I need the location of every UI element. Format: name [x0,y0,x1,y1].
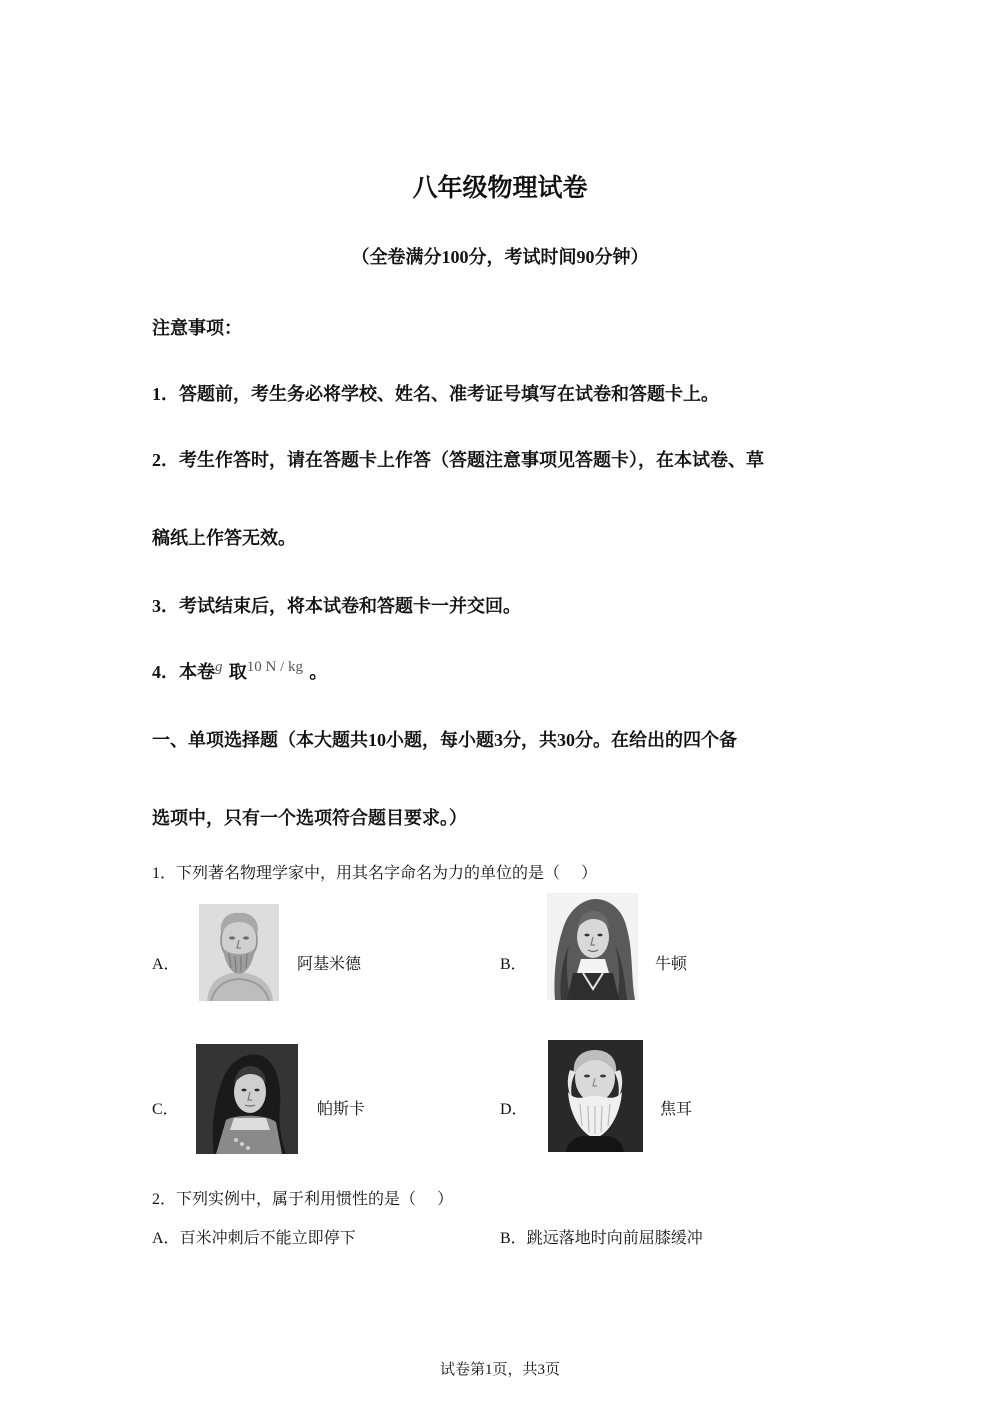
option-d-label: 焦耳 [660,1099,693,1118]
exam-info-post: 分钟） [594,247,649,268]
notice-item-2-line1: 考生作答时，请在答题卡上作答（答题注意事项见答题卡），在本试卷、草 [179,450,764,471]
option-d-letter: D． [500,1101,528,1118]
joule-portrait-icon [548,1040,643,1152]
page-footer [0,1358,1000,1379]
notice-item-4-post: 。 [309,662,328,683]
option-b-letter: B． [500,956,527,973]
question-2-option-b-label: 跳远落地时向前屈膝缓冲 [526,1228,703,1247]
question-2-text: 下列实例中，属于利用惯性的是（ ） [176,1189,454,1208]
section-heading-line2: 选项中，只有一个选项符合题目要求。） [152,808,467,829]
footer-pre: 试卷第 [439,1360,485,1378]
notice-item-3-number: 3． [152,596,179,616]
option-c-label: 帕斯卡 [317,1099,366,1118]
notice-item-3-text: 考试结束后，将本试卷和答题卡一并交回。 [179,596,521,617]
notice-item-1 [152,380,719,406]
page-title: 八年级物理试卷 [412,173,588,202]
section-heading [152,726,737,752]
gravity-value: 10 N / kg [246,659,304,675]
question-2-option-b [500,1225,703,1248]
notice-item-2-line2: 稿纸上作答无效。 [152,528,296,549]
newton-portrait-icon [547,893,638,1000]
total-pages: 3 [537,1362,545,1378]
exam-info-mid: 分，考试时间 [468,247,577,268]
current-page: 1 [484,1362,493,1378]
question-2-number: 2． [152,1191,177,1208]
notice-heading: 注意事项： [152,318,242,339]
exam-info [0,243,1000,269]
question-2 [152,1186,453,1209]
notice-item-4-pre: 本卷 [179,662,215,683]
footer-post: 页 [545,1360,561,1378]
points-total: 30 [557,730,575,750]
question-2-option-a [152,1225,356,1248]
question-1-text: 下列著名物理学家中，用其名字命名为力的单位的是（ ） [176,863,598,882]
exam-time: 90 [576,247,595,267]
notice-item-2 [152,446,764,472]
question-1 [152,860,597,883]
question-2-option-b-letter: B． [500,1230,527,1247]
full-score: 100 [441,247,469,267]
question-2-option-a-label: 百米冲刺后不能立即停下 [179,1228,356,1247]
notice-item-4-mid: 取 [228,662,247,683]
section-heading-pre: 一、单项选择题（本大题共 [152,730,368,751]
question-2-option-a-letter: A． [152,1230,180,1247]
notice-item-2-number: 2． [152,450,179,470]
option-c-letter: C． [152,1101,179,1118]
question-1-number: 1． [152,865,177,882]
option-b-label: 牛顿 [655,954,688,973]
option-a-label: 阿基米德 [297,954,362,973]
pascal-portrait-icon [196,1044,298,1154]
section-heading-post: 分。在给出的四个备 [575,730,737,751]
notice-item-1-number: 1． [152,384,179,404]
notice-item-4 [152,658,327,684]
archimedes-portrait-icon [199,904,279,1001]
footer-mid: 页，共 [492,1360,538,1378]
section-heading-mid2: 分，共 [503,730,557,751]
points-each: 3 [494,730,503,750]
option-a-letter: A． [152,956,180,973]
notice-item-1-text: 答题前，考生务必将学校、姓名、准考证号填写在试卷和答题卡上。 [179,384,719,405]
exam-info-pre: （全卷满分 [351,247,442,268]
question-count: 10 [368,730,386,750]
section-heading-mid1: 小题，每小题 [386,730,494,751]
notice-item-3 [152,592,521,618]
notice-item-4-number: 4． [152,662,179,682]
gravity-variable: g [215,659,223,675]
